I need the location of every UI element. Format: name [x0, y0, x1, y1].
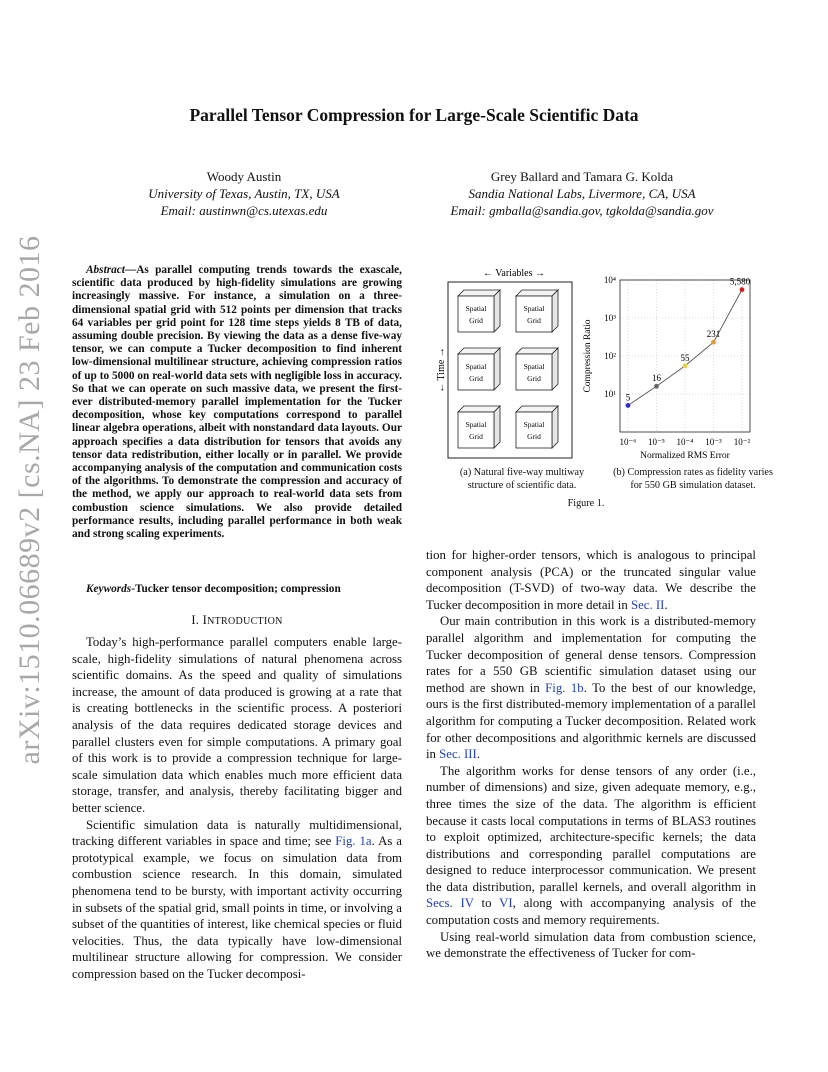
paragraph: Using real-world simulation data from combustion science, we demonstrate the effectiveness of Tucker for com-	[426, 929, 756, 961]
data-label: 231	[706, 329, 721, 340]
cube-label: Grid	[527, 316, 541, 325]
author-email: Email: austinwn@cs.utexas.edu	[160, 203, 328, 218]
figure-1	[436, 262, 776, 512]
cube-grid	[458, 290, 558, 448]
keywords-label: Keywords	[86, 583, 132, 595]
y-tick-label: 10³	[604, 313, 616, 323]
paragraph: Today’s high-performance parallel computers enable large-scale, high-fidelity simulations of natural phenomena across scientific domains. As the speed and quality of simulations increase, the amount of data produced is growing at a rate that is creating bottlenecks in the scientific process. A posteriori analysis of the data requires dedicated storage devices and parallel clusters even for simple computations. A primary goal of this work is to provide a compression technique for large-scale simulation data which enables much more efficient data storage, transfer, and analysis, thereby facilitating bigger and better science.	[72, 635, 402, 815]
data-point	[654, 384, 659, 389]
paragraph: Our main contribution in this work is a distributed-memory parallel algorithm and implementation for computing the Tucker decomposition of general dense tensors. Compression rates for a 550 GB scientific simulation dataset using our method are shown in Fig. 1b. To the best of our knowledge, ours is the first distributed-memory implementation of a parallel algorithm for computing a Tucker decomposition. Related work for other decompositions and algorithmic kernels are discussed in Sec. III.	[426, 614, 756, 762]
figure-1-label: Figure 1.	[567, 498, 605, 509]
x-tick-label: 10⁻³	[705, 437, 722, 447]
author-affiliation: University of Texas, Austin, TX, USA	[148, 186, 340, 201]
y-axis-label: Compression Ratio	[583, 319, 593, 393]
cube-label: Spatial	[523, 420, 545, 429]
keywords-text: -Tucker tensor decomposition; compression	[131, 583, 341, 595]
spatial-grid-cube	[516, 348, 558, 390]
paper-title: Parallel Tensor Compression for Large-Scale Scientific Data	[189, 105, 639, 125]
data-label: 5,580	[729, 276, 751, 287]
fig-1a-link[interactable]: Fig. 1a	[335, 834, 372, 849]
keywords	[72, 583, 402, 595]
paragraph: Scientific simulation data is naturally multidimensional, tracking different variables in space and time; see Fig. 1a. As a prototypical example, we focus on simulation data from combustion science research. In this domain, simulated phenomena tend to be bursty, with important activity occurring in subsets of the spatial grid, small points in time, or involving a subset of the quantities of interest, like chemical species or fluid velocities. Thus, the data typically have low-dimensional multilinear structure allowing for compression. We consider compression based on the Tucker decomposi-	[72, 817, 402, 981]
arxiv-id-text: arXiv:1510.06689v2 [cs.NA] 23 Feb 2016	[13, 235, 46, 765]
cube-label: Grid	[469, 316, 483, 325]
figure-1b-caption: (b) Compression rates as fidelity varies for 550 GB simulation dataset.	[613, 467, 773, 491]
cube-label: Spatial	[523, 304, 545, 313]
cube-label: Grid	[527, 432, 541, 441]
author-name: Woody Austin	[206, 169, 282, 184]
cube-label: Grid	[527, 374, 541, 383]
cube-label: Spatial	[465, 362, 487, 371]
author-block-2	[382, 168, 782, 219]
author-affiliation: Sandia National Labs, Livermore, CA, USA	[468, 186, 696, 201]
paragraph: tion for higher-order tensors, which is analogous to principal component analysis (PCA) or the truncated singular value decomposition (T-SVD) of two-way data. We describe the Tucker decomposition in more detail in Sec. II.	[426, 548, 756, 612]
secs-4-link[interactable]: Secs. IV	[426, 896, 474, 911]
x-tick-label: 10⁻⁵	[648, 437, 665, 447]
data-point	[740, 287, 745, 292]
author-email: Email: gmballa@sandia.gov, tgkolda@sandia.gov	[450, 203, 714, 218]
x-tick-label: 10⁻²	[733, 437, 751, 447]
spatial-grid-cube	[516, 406, 558, 448]
author-name: Grey Ballard and Tamara G. Kolda	[490, 169, 674, 184]
author-block-1	[74, 168, 414, 219]
spatial-grid-cube	[458, 406, 500, 448]
y-tick-label: 10²	[604, 351, 616, 361]
figure-1b-chart	[576, 262, 776, 462]
fig-1b-link[interactable]: Fig. 1b	[545, 680, 584, 695]
cube-label: Spatial	[465, 420, 487, 429]
abstract	[72, 264, 402, 541]
data-label: 5	[625, 392, 631, 403]
sec-6-link[interactable]: VI	[499, 896, 513, 911]
sec-2-link[interactable]: Sec. II	[630, 597, 665, 612]
y-tick-label: 10⁴	[603, 275, 616, 285]
variables-label: ← Variables →	[482, 268, 546, 279]
time-label: ← Time →	[436, 347, 447, 393]
data-point	[626, 403, 631, 408]
spatial-grid-cube	[458, 290, 500, 332]
cube-label: Spatial	[523, 362, 545, 371]
y-tick-label: 10¹	[604, 389, 616, 399]
cube-label: Grid	[469, 432, 483, 441]
data-point	[683, 363, 688, 368]
data-label: 16	[652, 373, 661, 384]
cube-label: Grid	[469, 374, 483, 383]
spatial-grid-cube	[516, 290, 558, 332]
abstract-label: Abstract	[86, 264, 125, 276]
figure-1a-caption: (a) Natural five-way multiway structure of scientific data.	[459, 467, 585, 491]
data-label: 55	[680, 352, 690, 363]
right-body-text	[426, 547, 756, 962]
x-tick-label: 10⁻⁴	[676, 437, 694, 447]
cube-label: Spatial	[465, 304, 487, 313]
left-body-text	[72, 634, 402, 982]
x-tick-label: 10⁻⁶	[619, 437, 637, 447]
paragraph: The algorithm works for dense tensors of any order (i.e., number of dimensions) and size, given adequate memory, e.g., three times the size of the data. The algorithm is efficient because it casts local computations in terms of BLAS3 routines to exploit optimized, architecture-specific kernels; the data distributions and corresponding parallel computations are designed to reduce interprocessor communication. We present the data distribution, parallel kernels, and overall algorithm in Secs. IV to VI, along with accompanying analysis of the computation costs and memory requirements.	[426, 763, 756, 928]
spatial-grid-cube	[458, 348, 500, 390]
arxiv-watermark	[12, 235, 48, 765]
figure-1a-diagram	[436, 262, 586, 462]
x-axis-label: Normalized RMS Error	[640, 451, 730, 461]
sec-3-link[interactable]: Sec. III	[439, 747, 477, 762]
abstract-text: —As parallel computing trends towards the exascale, scientific data produced by high-fidelity simulations are growing increasingly massive. For instance, a simulation on a three-dimensional spatial grid with 512 points per dimension that tracks 64 variables per grid point for 128 time steps yields 8 TB of data, assuming double precision. By viewing the data as a dense five-way tensor, we can compute a Tucker decomposition to find inherent low-dimensional multilinear structure, achieving compression ratios of up to 5000 on real-world data sets with negligible loss in accuracy. So that we can operate on such massive data, we present the first-ever distributed-memory parallel implementation for the Tucker decomposition, whose key computations correspond to parallel linear algebra operations, albeit with nonstandard data layouts. Our approach specifies a data distribution for tensors that avoids any tensor data redistribution, either locally or in parallel. We provide accompanying analysis of the computation and communication costs of the algorithms. To demonstrate the compression and accuracy of the method, we apply our approach to real-world data sets from combustion science simulations. We also provide detailed performance results, including parallel performance in both weak and strong scaling experiments.	[72, 264, 402, 541]
data-point	[711, 340, 716, 345]
section-heading-introduction: I. INTRODUCTION	[191, 613, 283, 627]
